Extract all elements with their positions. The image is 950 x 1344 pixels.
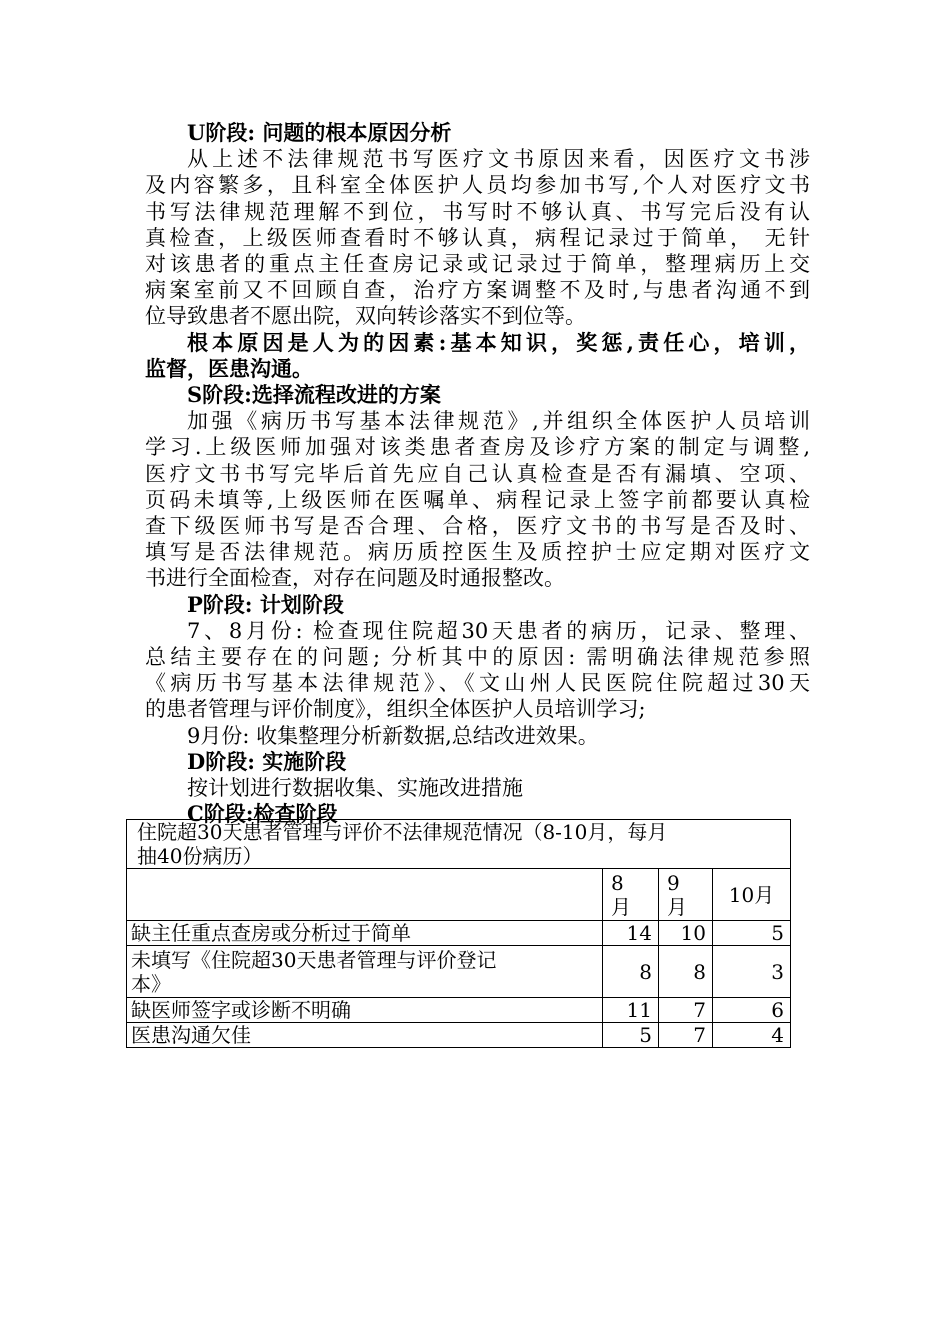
month-unit: 月 [611,894,631,919]
value-cell: 14 [603,921,659,946]
text-line: 从上述不法律规范书写医疗文书原因来看，因医疗文书涉 [187,147,810,172]
text-line: 页码未填等,上级医师在医嘱单、病程记录上签字前都要认真检 [145,487,810,512]
value-cell: 7 [659,998,713,1023]
row-label: 医患沟通欠佳 [127,1023,603,1048]
text-line: 学习.上级医师加强对该类患者查房及诊疗方案的制定与调整, [145,435,810,460]
value-cell: 8 [603,946,659,998]
s-stage-paragraph [145,408,810,591]
s-stage-heading: S阶段:选择流程改进的方案 [187,382,441,408]
row-label: 缺医师签字或诊断不明确 [127,998,603,1023]
u-stage-paragraph [145,146,810,329]
row-label [127,946,603,998]
root-cause-paragraph [145,330,810,382]
text-line: 位导致患者不愿出院，双向转诊落实不到位等。 [145,304,586,329]
text-line: 及内容繁多，且科室全体医护人员均参加书写,个人对医疗文书 [145,173,810,198]
value-cell: 3 [713,946,791,998]
row-label-line: 本》 [131,971,171,996]
table-title-line: 住院超30天患者管理与评价不法律规范情况（8-10月，每月 [137,820,668,844]
text-line: 监督，医患沟通。 [145,355,313,381]
value-cell: 10 [659,921,713,946]
document-body [145,120,810,827]
d-stage-paragraph: 按计划进行数据收集、实施改进措施 [187,776,523,801]
p-stage-paragraph [145,618,810,723]
table-title [127,820,791,869]
value-cell: 5 [603,1023,659,1048]
month-header-sep [659,869,713,921]
table-title-row [127,820,791,869]
text-line: 对该患者的重点主任查房记录或记录过于简单，整理病历上交 [145,252,810,277]
table-row [127,946,791,998]
month-unit: 月 [667,894,687,919]
table-row [127,921,791,946]
table-header-row [127,869,791,921]
text-line: 7、8月份: 检查现住院超30天患者的病历，记录、整理、 [187,618,810,643]
table-row [127,1023,791,1048]
value-cell: 11 [603,998,659,1023]
value-cell: 8 [659,946,713,998]
text-line: 真检查，上级医师查看时不够认真，病程记录过于简单， 无针 [145,225,810,250]
text-line: 根本原因是人为的因素:基本知识，奖惩,责任心，培训， [187,329,810,355]
d-stage-heading: D阶段: 实施阶段 [187,748,347,774]
row-label: 缺主任重点查房或分析过于简单 [127,921,603,946]
text-line: 总结主要存在的问题; 分析其中的原因: 需明确法律规范参照 [145,645,810,670]
row-label-line: 未填写《住院超30天患者管理与评价登记 [131,947,497,972]
c-stage-heading: C阶段:检查阶段 [187,801,338,827]
text-line: 病案室前又不回顾自查，治疗方案调整不及时,与患者沟通不到 [145,278,810,303]
value-cell: 6 [713,998,791,1023]
table-row [127,998,791,1023]
data-table [126,819,791,1048]
text-line: 《病历书写基本法律规范》、《文山州人民医院住院超过30天 [145,671,810,696]
text-line: 书进行全面检查，对存在问题及时通报整改。 [145,566,565,591]
text-line: 的患者管理与评价制度》，组织全体医护人员培训学习; [145,697,646,722]
value-cell: 5 [713,921,791,946]
value-cell: 7 [659,1023,713,1048]
month-number: 8 [611,870,624,895]
text-line: 书写法律规范理解不到位，书写时不够认真、书写完后没有认 [145,199,810,224]
p-stage-paragraph-2: 9月份: 收集整理分析新数据,总结改进效果。 [187,723,599,748]
p-stage-heading: P阶段: 计划阶段 [187,591,344,617]
month-header-aug [603,869,659,921]
text-line: 加强《病历书写基本法律规范》,并组织全体医护人员培训 [187,409,810,434]
text-line: 查下级医师书写是否合理、合格，医疗文书的书写是否及时、 [145,514,810,539]
text-line: 填写是否法律规范。病历质控医生及质控护士应定期对医疗文 [145,540,810,565]
value-cell: 4 [713,1023,791,1048]
month-header-oct: 10月 [713,869,791,921]
u-stage-heading: U阶段: 问题的根本原因分析 [187,120,452,145]
table-title-line: 抽40份病历） [137,844,263,868]
month-number: 9 [667,870,680,895]
header-empty-cell [127,869,603,921]
text-line: 医疗文书书写完毕后首先应自己认真检查是否有漏填、空项、 [145,461,810,486]
